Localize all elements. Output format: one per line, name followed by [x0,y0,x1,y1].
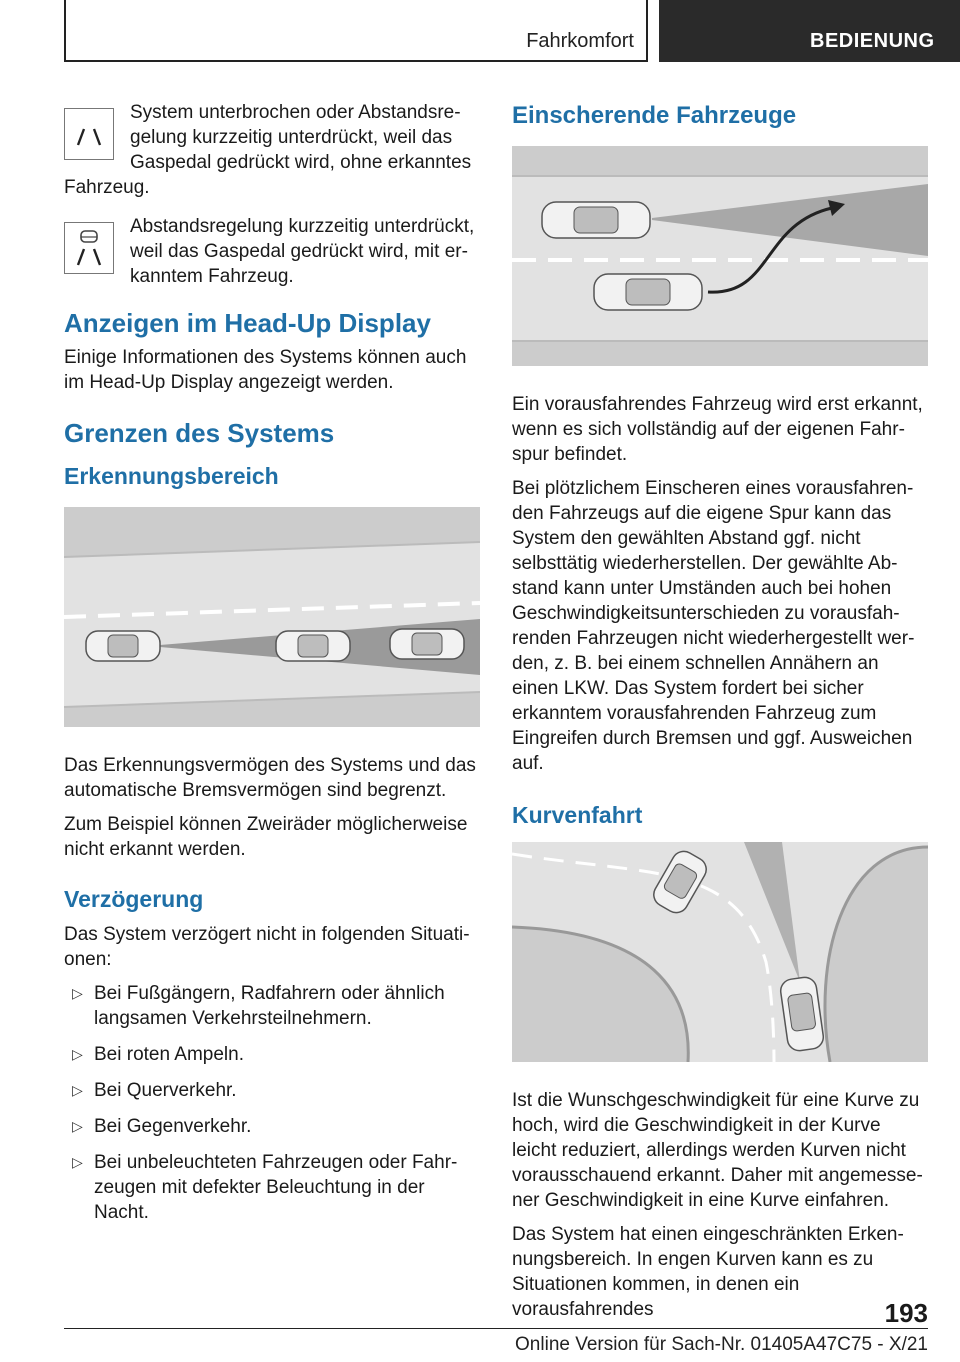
heading-erkennungsbereich: Erkennungsbereich [64,463,279,489]
triangle-bullet-icon: ▷ [72,1046,83,1062]
list-item: ▷ Bei unbeleuchteten Fahrzeugen oder Fahrzeugen mit defekter Beleuchtung in der Nacht. [72,1152,458,1223]
triangle-bullet-icon: ▷ [72,1082,83,1098]
verzoegerung-list [64,981,480,1225]
heading-kurvenfahrt: Kurvenfahrt [512,802,643,828]
paragraph-einscherend-2: Bei plötzlichem Einscheren eines vorausfahrenden Fahrzeugs auf die eigene Spur kann das System den gewählten Abstand ggf. nicht selbsttätig wiederherstellen. Der gewählte Abstand kann unter Umständen auch bei hohen Geschwindigkeitsunterschieden zu vorausfahrenden Fahrzeugen nicht wiederhergestellt werden, z. B. bei einem schnellen Annähern an einen LKW. Das System fordert bei sicher erkanntem vorausfahrenden Fahrzeug zum Eingreifen durch Bremsen und ggf. Ausweichen auf. [512,478,915,774]
detection-range-figure [64,507,480,727]
list-item: ▷ Bei Fußgängern, Radfahrern oder ähnlich langsamen Verkehrsteilnehmern. [72,983,445,1029]
car-ahead-1-icon [276,631,350,661]
paragraph-erkennung-1: Das Erkennungsvermögen des Systems und das automatische Bremsvermögen sind begrenzt. [64,755,476,801]
paragraph-kurven-2: Das System hat einen eingeschränkten Erkennungsbereich. In engen Kurven kann es zu Situationen kommen, in denen ein vorausfahrendes [512,1224,904,1320]
header-chapter-tab [659,0,960,62]
lane-lines-icon [64,108,114,160]
left-column [64,100,480,1236]
curve-driving-figure [512,842,928,1062]
footer-divider [64,1328,928,1329]
list-item: ▷ Bei Querverkehr. [72,1080,237,1101]
cut-in-vehicle-figure [512,146,928,366]
car-cutting-in-icon [542,202,650,238]
right-column [512,100,928,1331]
car-ahead-2-icon [390,629,464,659]
paragraph-kurven-1: Ist die Wunschgeschwindigkeit für eine Kurve zu hoch, wird die Geschwindigkeit in der Kurve leicht reduziert, allerdings werden Kurven nicht vorausschauend erkannt. Daher mit angemessener Geschwindigkeit in eine Kurve einfahren. [512,1090,923,1211]
paragraph-verzoegerung: Das System verzögert nicht in folgenden Situationen: [64,924,470,970]
list-item: ▷ Bei Gegenverkehr. [72,1116,252,1137]
triangle-bullet-icon: ▷ [72,1118,83,1134]
triangle-bullet-icon: ▷ [72,1154,83,1170]
vehicle-ahead-lane-icon [64,222,114,274]
indicator-paragraph-1 [64,100,480,200]
page-number: 193 [884,1298,928,1328]
header-chapter-label: BEDIENUNG [810,30,935,52]
list-item: ▷ Bei roten Ampeln. [72,1044,244,1065]
heading-head-up-display: Anzeigen im Head-Up Display [64,308,431,338]
heading-verzoegerung: Verzögerung [64,886,204,912]
heading-grenzen: Grenzen des Systems [64,418,335,448]
triangle-bullet-icon: ▷ [72,985,83,1001]
car-own-icon [86,631,160,661]
paragraph-head-up-display: Einige Informationen des Systems können auch im Head-Up Display angezeigt werden. [64,347,467,393]
paragraph-einscherend-1: Ein vorausfahrendes Fahrzeug wird erst erkannt, wenn es sich vollständig auf der eigenen Fahrspur befindet. [512,394,923,465]
indicator-2-text: Abstandsregelung kurzzeitig unterdrückt, weil das Gaspedal gedrückt wird, mit erkanntem Fahrzeug. [130,216,475,287]
paragraph-erkennung-2: Zum Beispiel können Zweiräder möglicherweise nicht erkannt werden. [64,814,468,860]
header-section-title: Fahrkomfort [526,30,634,52]
indicator-1-text: System unterbrochen oder Abstandsregelung kurzzeitig unterdrückt, weil das Gaspedal gedrückt wird, ohne erkanntes Fahrzeug. [64,102,472,198]
online-version-note: Online Version für Sach-Nr. 01405A47C75 - X/21 [515,1334,928,1355]
heading-einscherende-fahrzeuge: Einscherende Fahrzeuge [512,102,797,129]
indicator-paragraph-2 [64,214,480,289]
car-own-lane-icon [594,274,702,310]
